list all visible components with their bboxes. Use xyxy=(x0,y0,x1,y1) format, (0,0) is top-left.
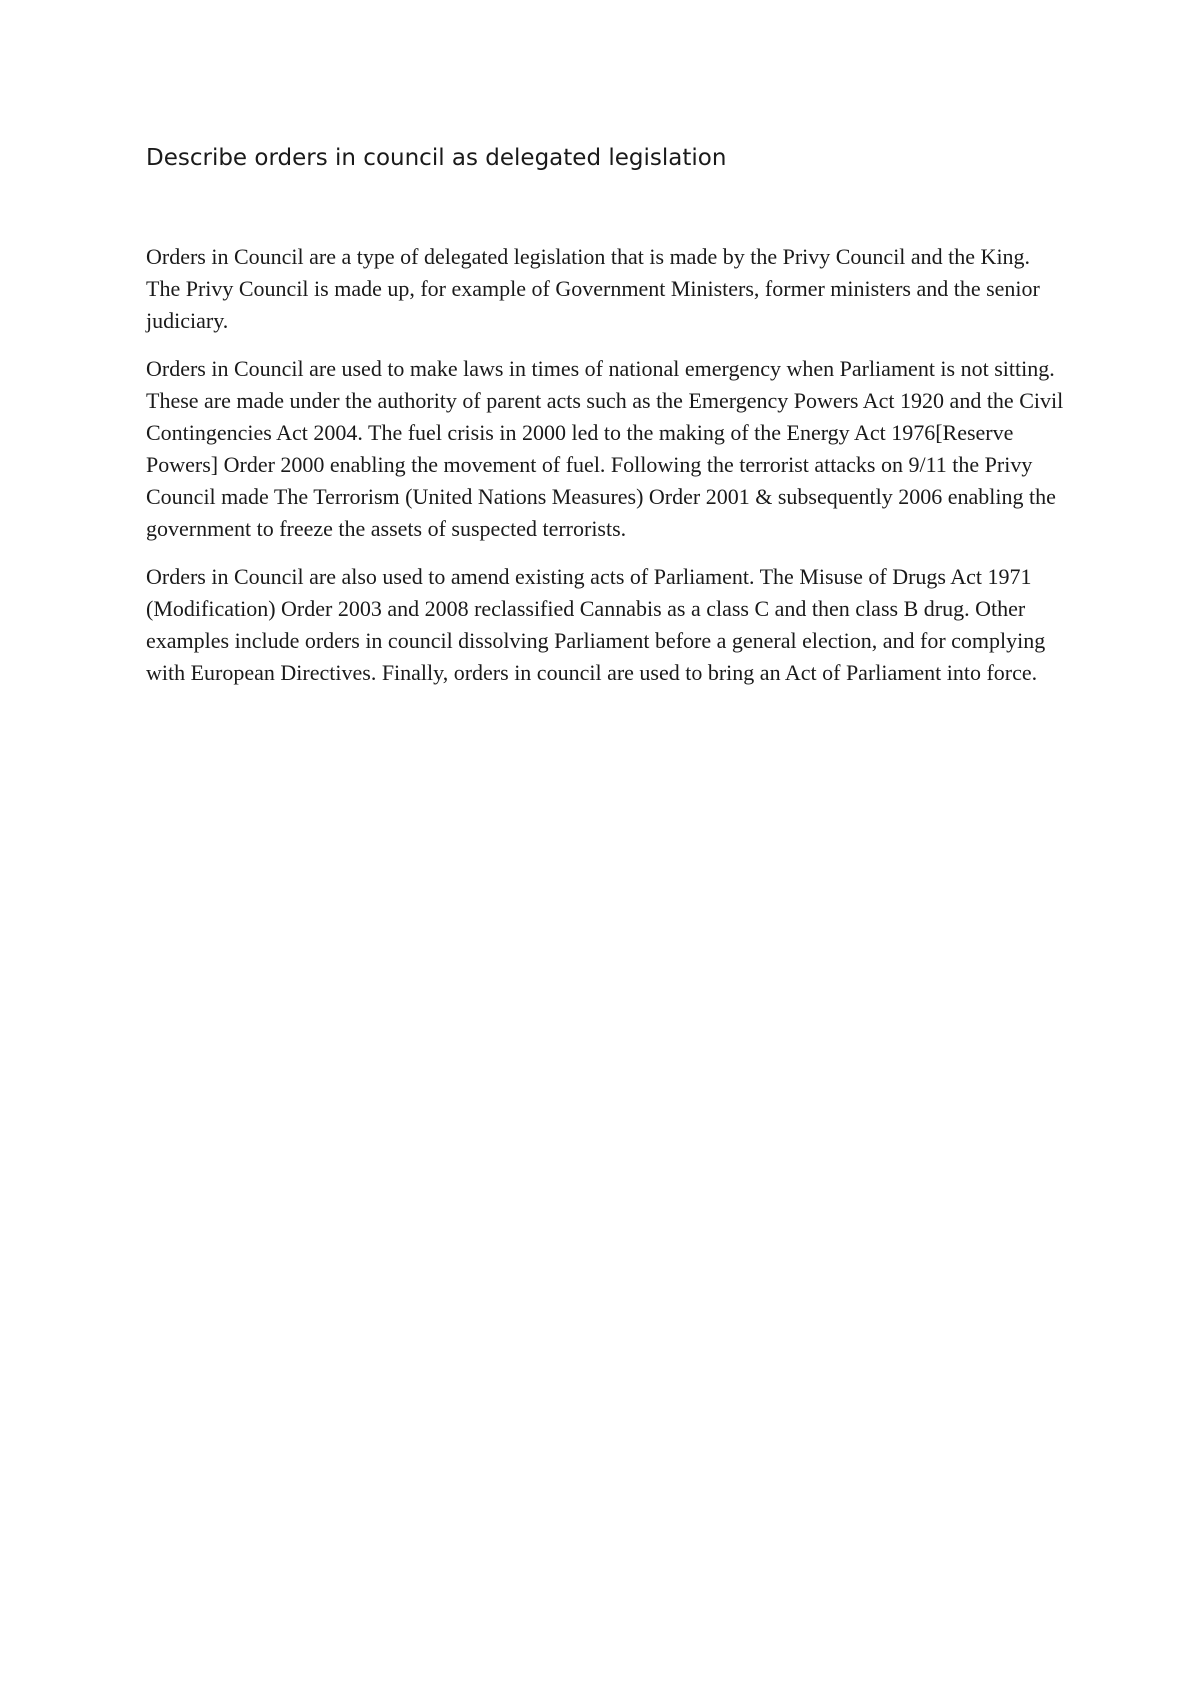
paragraph-3: Orders in Council are also used to amend existing acts of Parliament. The Misuse of Drugs Act 1971 (Modification) Order 2003 and 2008 reclassified Cannabis as a class C and then class B drug. Other examples include orders in council dissolving Parliament before a general election, and for complying with European Directives. Finally, orders in council are used to bring an Act of Parliament into force. xyxy=(146,564,1046,685)
paragraph-2: Orders in Council are used to make laws in times of national emergency when Parliament is not sitting. These are made under the authority of parent acts such as the Emergency Powers Act 1920 and the Civil Contingencies Act 2004. The fuel crisis in 2000 led to the making of the Energy Act 1976[Reserve Powers] Order 2000 enabling the movement of fuel. Following the terrorist attacks on 9/11 the Privy Council made The Terrorism (United Nations Measures) Order 2001 & subsequently 2006 enabling the government to freeze the assets of suspected terrorists. xyxy=(146,356,1064,541)
paragraph-1: Orders in Council are a type of delegated legislation that is made by the Privy Council and the King. The Privy Council is made up, for example of Government Ministers, former ministers and the senior judiciary. xyxy=(146,244,1040,333)
document-title: Describe orders in council as delegated legislation xyxy=(146,145,727,171)
document-body xyxy=(146,241,1066,705)
